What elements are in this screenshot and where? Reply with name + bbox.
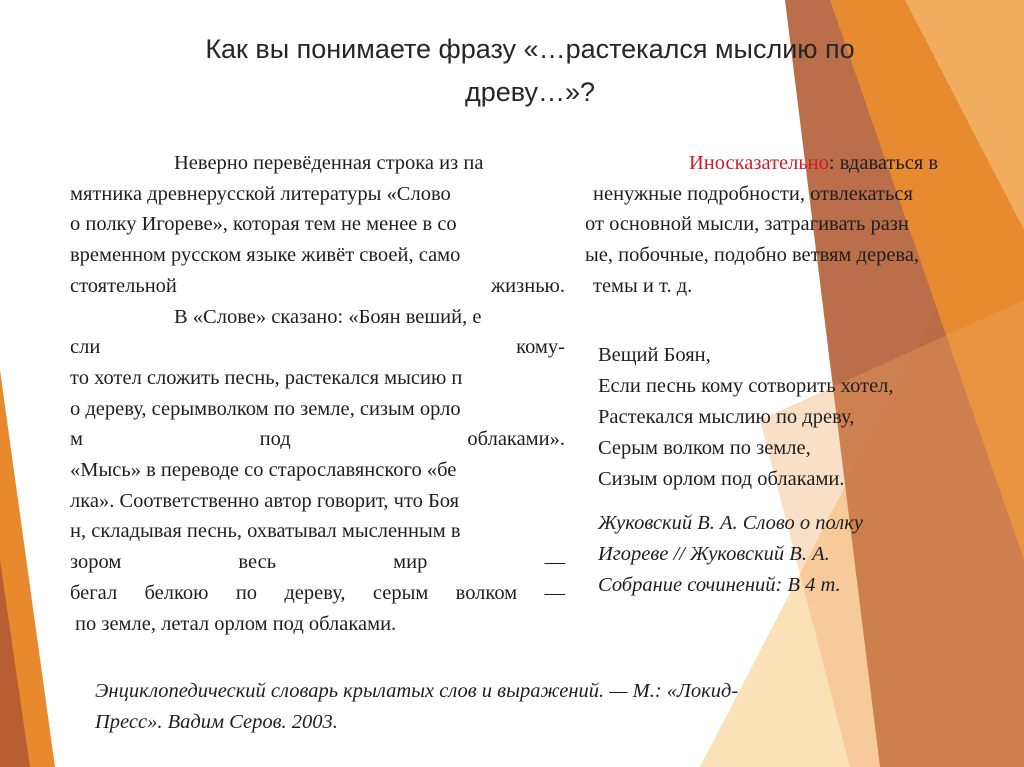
text-line: то хотел сложить песнь, растекался мысию п [70,366,463,389]
text-line: стоятельной жизнью. [70,274,565,297]
citation-line: Пресс». Вадим Серов. 2003. [95,711,338,733]
text-line: м под облаками». [70,428,565,451]
text-line: по земле, летал орлом под облаками. [75,612,397,635]
poem-line: Сизым орлом под облаками. [598,468,845,490]
explanation-text [70,148,565,639]
citation-line: Жуковский В. А. Слово о полку [598,512,863,534]
text-line [585,148,1010,179]
figurative-meaning [585,148,1010,302]
poem-quote [598,340,894,495]
slide-title-line: древу…»? [464,77,596,107]
highlight-term: Иносказательно [689,152,829,174]
poem-line: Если песнь кому сотворить хотел, [598,375,894,397]
text-fragment: : вдаваться в [828,152,939,174]
text-line: зором весь мир — [70,551,565,574]
citation-line: Энциклопедический словарь крылатых слов и выражений. — М.: «Локид- [95,680,739,702]
text-line: Неверно перевёденная строка из па [174,152,484,174]
text-line: лка». Соответственно автор говорит, что Боя [70,489,460,512]
text-line: от основной мысли, затрагивать разн [585,213,909,236]
slide-title [130,28,930,114]
citation-line: Собрание сочинений: В 4 т. [598,574,841,596]
text-line: В «Слове» сказано: «Боян веший, е [174,305,482,328]
text-line: бегал белкою по дереву, серым волком — [70,581,565,604]
text-line: о дереву, серымволком по земле, сизым орло [70,397,461,420]
text-line: временном русском языке живёт своей, само [70,244,461,267]
text-line: о полку Игореве», которая тем не менее в со [70,213,457,236]
text-line: темы и т. д. [593,274,693,297]
text-line: сли кому- [70,336,565,359]
text-line: ненужные подробности, отвлекаться [593,182,913,205]
poem-line: Серым волком по земле, [598,437,811,459]
poem-line: Вещий Боян, [598,344,711,366]
text-line: н, складывая песнь, охватывал мысленным в [70,520,461,543]
source-citation [95,676,738,738]
text-line: ые, побочные, подобно ветвям дерева, [585,244,920,267]
citation-line: Игореве // Жуковский В. А. [598,543,830,565]
text-line: «Мысь» в переводе со старославянского «бе [70,459,457,482]
text-line: мятника древнерусской литературы «Слово [70,182,451,205]
poem-citation [598,508,863,601]
slide-title-line: Как вы понимаете фразу «…растекался мыслию по [205,34,855,64]
poem-line: Растекался мыслию по древу, [598,406,855,428]
